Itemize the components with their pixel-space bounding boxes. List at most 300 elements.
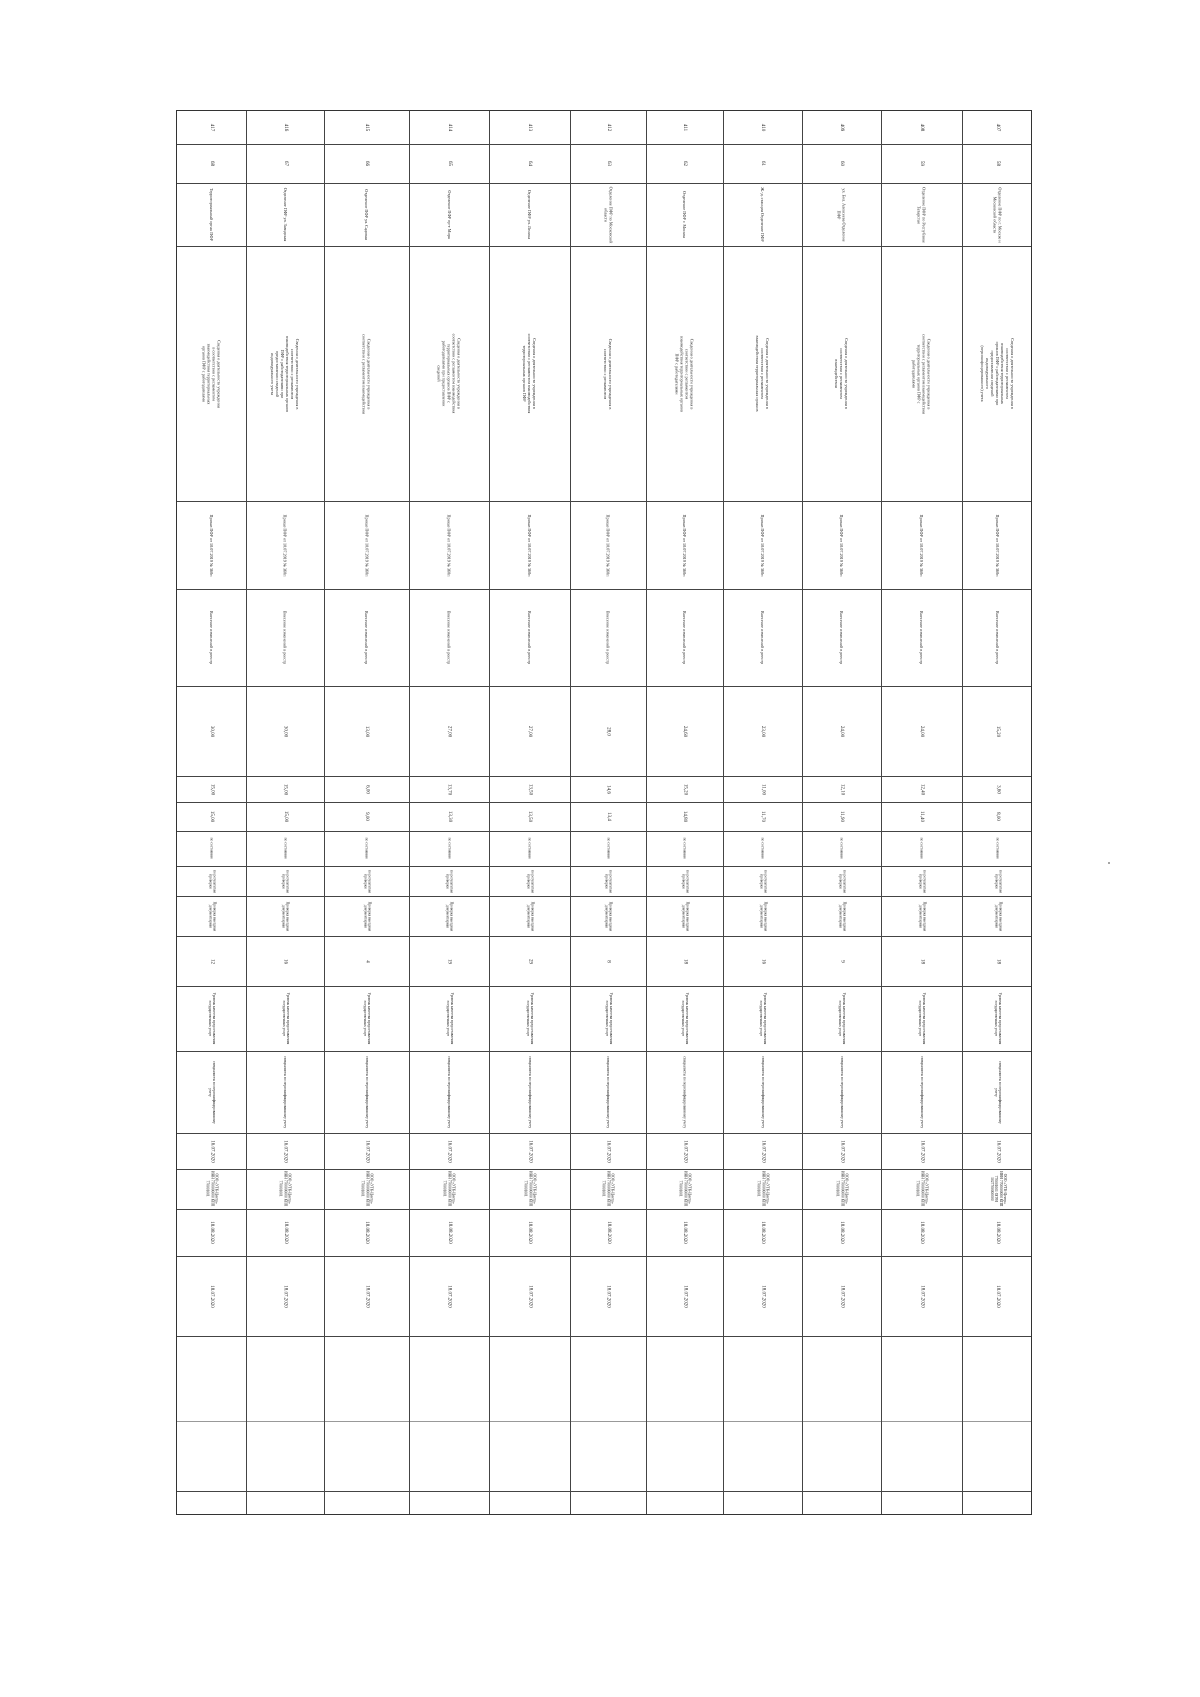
table-cell-s2 — [489, 866, 570, 896]
table-cell-basis — [646, 501, 723, 589]
table-cell-v1 — [962, 686, 1033, 776]
cell-text-s1: по состоянию — [919, 837, 924, 860]
table-cell-cnt — [409, 936, 489, 986]
table-cell-desc — [723, 986, 802, 1051]
cell-text-basis: Приказ ПФР от 10.07.2019 № 360п — [282, 514, 288, 576]
table-cell-date1 — [570, 1133, 646, 1169]
cell-text-cnt: 16 — [282, 958, 288, 964]
table-cell-s1 — [177, 831, 246, 866]
cell-text-date2: 18.08.2020 — [839, 1221, 844, 1244]
cell-text-num: 416 — [282, 123, 288, 132]
table-cell-note — [177, 589, 246, 686]
cell-text-cnt: 29 — [527, 958, 532, 964]
cell-text-date1: 16.07.2020 — [839, 1139, 844, 1163]
table-cell-date3 — [570, 1256, 646, 1336]
cell-text-s3: Проверка выездная документарная — [525, 901, 534, 931]
cell-text-resp: специалисты по персонифицированному учету — [682, 1056, 687, 1128]
table-cell-cnt — [881, 936, 962, 986]
rotated-register-table — [176, 110, 1032, 1515]
cell-text-date1: 16.07.2020 — [364, 1139, 369, 1163]
cell-text-resp: специалисты по персонифицированному учету — [606, 1056, 611, 1128]
cell-text-address: Сведения о деятельности учреждения в соответствии с регламентом взаимодействия территориальных органов ПФР с работодателями при предоставлении сведений индивидуального (персонифицированного) учета — [980, 338, 1015, 409]
cell-text-cnt: 16 — [760, 958, 765, 964]
table-cell-date1 — [802, 1133, 881, 1169]
cell-text-name: Отделение ПФР по Республике Татарстан — [916, 186, 927, 243]
table-cell-date1 — [881, 1133, 962, 1169]
table-cell-idx — [646, 144, 723, 183]
table-cell-idx — [489, 144, 570, 183]
cell-text-s1: по состоянию — [682, 837, 687, 860]
cell-text-name: Отделение ПФР по Московской области — [603, 186, 613, 243]
cell-text-basis: Приказ ПФР от 10.07.2019 № 360п — [446, 514, 452, 576]
table-cell-basis — [962, 501, 1033, 589]
table-cell-date1 — [723, 1133, 802, 1169]
table-cell-v2 — [802, 776, 881, 802]
table-cell-num — [802, 111, 881, 144]
cell-text-resp: специалисты по персонифицированному учету — [527, 1056, 532, 1128]
table-cell-idx — [324, 144, 409, 183]
table-cell-s3 — [962, 896, 1033, 936]
cell-text-date2: 18.08.2020 — [760, 1221, 765, 1244]
cell-text-address: Сведения о деятельности учреждения в соответствии с регламентом — [603, 338, 613, 409]
cell-text-desc: Уровень качества предоставления государственных услуг — [445, 992, 454, 1045]
table-cell-num — [962, 111, 1033, 144]
table-cell-address — [489, 246, 570, 501]
table-cell-s2 — [723, 866, 802, 896]
table-cell-date3 — [802, 1256, 881, 1336]
table-cell-resp — [409, 1051, 489, 1133]
cell-text-name: Ж.-д. станция Отделение ПФР — [760, 187, 765, 242]
cell-text-date1: 16.07.2020 — [282, 1139, 288, 1163]
cell-text-date2: 18.08.2020 — [527, 1221, 532, 1244]
cell-text-cnt: 18 — [919, 958, 924, 964]
table-cell-s2 — [962, 866, 1033, 896]
table-cell-idx — [246, 144, 324, 183]
table-cell-idx — [177, 144, 246, 183]
cell-text-basis: Приказ ПФР от 10.07.2019 № 360п — [527, 514, 532, 576]
cell-text-name: ул. Бол. Алексеева Отделение ПФР — [836, 187, 847, 242]
cell-text-note: Внесение изменений в реестр — [446, 610, 452, 665]
table-cell-v2 — [324, 776, 409, 802]
table-cell-desc — [802, 986, 881, 1051]
table-cell-v3 — [246, 802, 324, 831]
table-cell-name — [881, 183, 962, 246]
table-cell-s2 — [646, 866, 723, 896]
table-cell-desc — [962, 986, 1033, 1051]
table-cell-s3 — [324, 896, 409, 936]
table-cell-desc — [570, 986, 646, 1051]
table-cell-name — [723, 183, 802, 246]
cell-text-v2: 11,00 — [760, 783, 765, 795]
table-cell-desc — [409, 986, 489, 1051]
table-cell-v3 — [802, 802, 881, 831]
cell-text-org: ООО «УТК-Центр» ИНН 7700000000 КПП 770001001 — [360, 1171, 374, 1207]
table-cell-basis — [324, 501, 409, 589]
table-cell-v3 — [570, 802, 646, 831]
cell-text-v2: 6,00 — [364, 784, 369, 794]
table-cell-num — [177, 111, 246, 144]
table-cell-resp — [489, 1051, 570, 1133]
cell-text-v1: 23,00 — [760, 725, 765, 737]
table-cell-cnt — [489, 936, 570, 986]
table-cell-v2 — [723, 776, 802, 802]
cell-text-desc: Уровень качества предоставления государственных услуг — [207, 992, 216, 1045]
table-cell-basis — [881, 501, 962, 589]
table-cell-v3 — [723, 802, 802, 831]
table-cell-name — [246, 183, 324, 246]
cell-text-v1: 28,0 — [605, 726, 611, 736]
cell-text-num: 410 — [760, 123, 765, 132]
table-cell-num — [246, 111, 324, 144]
cell-text-v1: 15,20 — [995, 725, 1000, 737]
table-cell-s3 — [177, 896, 246, 936]
cell-text-s1: по состоянию — [839, 837, 844, 860]
cell-text-org: ООО «УТК-Центр» ИНН 7700000000 КПП 770001001 — [678, 1171, 692, 1207]
table-cell-note — [246, 589, 324, 686]
table-cell-num — [723, 111, 802, 144]
cell-text-address: Сведения о деятельности учреждения в соответствии с регламентом взаимодействия территориальных органов ПФР с работодателями — [911, 333, 932, 414]
table-cell-name — [646, 183, 723, 246]
table-cell-name — [324, 183, 409, 246]
table-cell-s1 — [570, 831, 646, 866]
table-cell-resp — [646, 1051, 723, 1133]
cell-text-name: Отделение ПФР г. Москва — [682, 191, 687, 238]
cell-text-idx: 68 — [209, 161, 214, 166]
cell-text-date1: 16.07.2020 — [995, 1139, 1000, 1163]
cell-text-v2: 15,20 — [682, 783, 687, 795]
cell-text-date2: 18.08.2020 — [682, 1221, 687, 1244]
cell-text-s2: по результатам проверки — [207, 869, 216, 893]
table-cell-s1 — [962, 831, 1033, 866]
table-cell-note — [646, 589, 723, 686]
cell-text-desc: Уровень качества предоставления государственных услуг — [281, 992, 290, 1045]
table-cell-s2 — [246, 866, 324, 896]
cell-text-org: ООО «УТК-Центр» ИНН 7700000000 КПП 770001001 — [601, 1171, 615, 1207]
table-cell-v1 — [489, 686, 570, 776]
table-cell-s1 — [881, 831, 962, 866]
cell-text-idx: 59 — [919, 161, 924, 166]
table-cell-idx — [881, 144, 962, 183]
table-cell-v1 — [646, 686, 723, 776]
table-cell-s1 — [723, 831, 802, 866]
cell-text-date3: 18.07.2020 — [839, 1284, 844, 1308]
cell-text-address: Сведения о деятельности учреждения в соответствии с регламентом взаимодействия территориальных органов ПФР с работодателями — [201, 339, 222, 408]
table-cell-date2 — [570, 1209, 646, 1256]
table-cell-resp — [802, 1051, 881, 1133]
cell-text-idx: 62 — [682, 161, 687, 166]
table-cell-v2 — [646, 776, 723, 802]
cell-text-s3: Проверка выездная документарная — [362, 901, 371, 931]
cell-text-v1: 27,00 — [446, 725, 452, 737]
cell-text-resp: специалисты по персонифицированному учету — [207, 1060, 216, 1124]
cell-text-s3: Проверка выездная документарная — [758, 901, 767, 931]
table-cell-s2 — [177, 866, 246, 896]
table-cell-note — [723, 589, 802, 686]
cell-text-s2: по результатам проверки — [680, 869, 689, 893]
table-cell-org — [177, 1169, 246, 1209]
table-cell-date3 — [177, 1256, 246, 1336]
table-cell-s3 — [489, 896, 570, 936]
cell-text-desc: Уровень качества предоставления государственных услуг — [362, 992, 371, 1045]
cell-text-s2: по результатам проверки — [281, 869, 290, 893]
cell-text-note: Внесение изменений в реестр — [282, 610, 288, 665]
cell-text-name: Территориальный орган ПФР — [209, 188, 214, 241]
table-cell-desc — [246, 986, 324, 1051]
cell-text-resp: специалисты по персонифицированному учету — [993, 1060, 1002, 1124]
cell-text-s1: по состоянию — [527, 837, 532, 860]
table-cell-org — [723, 1169, 802, 1209]
table-cell-address — [324, 246, 409, 501]
cell-text-cnt: 4 — [364, 959, 369, 963]
cell-text-s3: Проверка выездная документарная — [917, 901, 926, 931]
table-cell-address — [962, 246, 1033, 501]
table-cell-org — [646, 1169, 723, 1209]
cell-text-s2: по результатам проверки — [993, 869, 1002, 893]
cell-text-date2: 18.08.2020 — [919, 1221, 924, 1244]
table-cell-idx — [570, 144, 646, 183]
cell-text-s1: по состоянию — [995, 837, 1000, 860]
cell-text-basis: Приказ ПФР от 10.07.2019 № 360п — [209, 514, 214, 576]
table-cell-s2 — [409, 866, 489, 896]
table-cell-v3 — [962, 802, 1033, 831]
cell-text-date3: 18.07.2020 — [760, 1284, 765, 1308]
cell-text-v1: 24,00 — [839, 725, 844, 737]
table-cell-org — [881, 1169, 962, 1209]
cell-text-address: Сведения о деятельности учреждения в соответствии с регламентом взаимодействия — [834, 338, 849, 409]
cell-text-date1: 16.07.2020 — [760, 1139, 765, 1163]
table-cell-v3 — [409, 802, 489, 831]
cell-text-s2: по результатам проверки — [525, 869, 534, 893]
table-cell-s1 — [802, 831, 881, 866]
cell-text-v2: 15,00 — [209, 783, 214, 795]
cell-text-name: Отделение ПФР ул. Ленина — [527, 189, 532, 240]
cell-text-s2: по результатам проверки — [604, 869, 613, 893]
table-cell-cnt — [646, 936, 723, 986]
table-cell-date2 — [802, 1209, 881, 1256]
cell-text-note: Внесение изменений в реестр — [760, 610, 765, 665]
cell-text-idx: 60 — [839, 161, 844, 166]
cell-text-basis: Приказ ПФР от 10.07.2019 № 360п — [605, 514, 611, 576]
cell-text-s3: Проверка выездная документарная — [837, 901, 846, 931]
table-cell-org — [409, 1169, 489, 1209]
table-cell-date2 — [177, 1209, 246, 1256]
cell-text-v2: 13,70 — [446, 783, 452, 795]
cell-text-date2: 18.08.2020 — [209, 1221, 214, 1244]
cell-text-date1: 16.07.2020 — [209, 1139, 214, 1163]
table-cell-desc — [177, 986, 246, 1051]
table-cell-idx — [802, 144, 881, 183]
table-cell-date3 — [646, 1256, 723, 1336]
table-cell-note — [881, 589, 962, 686]
table-cell-cnt — [570, 936, 646, 986]
table-cell-s2 — [881, 866, 962, 896]
cell-text-date3: 18.07.2020 — [919, 1284, 924, 1308]
table-cell-v1 — [409, 686, 489, 776]
table-cell-date3 — [881, 1256, 962, 1336]
cell-text-s3: Проверка выездная документарная — [445, 901, 454, 931]
cell-text-resp: специалисты по персонифицированному учету — [760, 1056, 765, 1128]
cell-text-date2: 18.08.2020 — [446, 1221, 452, 1244]
cell-text-s3: Проверка выездная документарная — [281, 901, 290, 931]
table-cell-name — [177, 183, 246, 246]
cell-text-note: Внесение изменений в реестр — [919, 610, 924, 665]
cell-text-note: Внесение изменений в реестр — [839, 610, 844, 665]
cell-text-desc: Уровень качества предоставления государственных услуг — [917, 992, 926, 1045]
table-cell-s2 — [570, 866, 646, 896]
cell-text-cnt: 9 — [839, 959, 844, 963]
table-cell-date2 — [646, 1209, 723, 1256]
cell-text-v1: 30,00 — [282, 725, 288, 737]
cell-text-date1: 16.07.2020 — [527, 1139, 532, 1163]
table-cell-basis — [409, 501, 489, 589]
table-cell-resp — [177, 1051, 246, 1133]
table-cell-num — [646, 111, 723, 144]
table-cell-idx — [723, 144, 802, 183]
cell-text-idx: 66 — [364, 161, 369, 166]
table-cell-date2 — [489, 1209, 570, 1256]
table-cell-v1 — [246, 686, 324, 776]
cell-text-org: ООО «УТК-Центр» ИНН 7700000000 КПП 770001001 — [205, 1171, 219, 1207]
cell-text-s1: по состоянию — [606, 837, 611, 860]
table-cell-address — [881, 246, 962, 501]
cell-text-s2: по результатам проверки — [917, 869, 926, 893]
table-cell-idx — [409, 144, 489, 183]
cell-text-desc: Уровень качества предоставления государственных услуг — [758, 992, 767, 1045]
table-cell-date1 — [646, 1133, 723, 1169]
table-cell-basis — [802, 501, 881, 589]
cell-text-num: 414 — [446, 123, 452, 132]
cell-text-date3: 18.07.2020 — [209, 1284, 214, 1308]
cell-text-org: ООО «УТК-Центр» ИНН 7700000000 КПП 770001001 ОГРН 1027700000000 — [989, 1171, 1007, 1207]
table-cell-basis — [723, 501, 802, 589]
cell-text-cnt: 12 — [209, 958, 214, 964]
table-cell-v1 — [570, 686, 646, 776]
cell-text-num: 417 — [209, 123, 214, 132]
table-cell-resp — [962, 1051, 1033, 1133]
cell-text-num: 407 — [995, 123, 1000, 132]
table-cell-s3 — [409, 896, 489, 936]
cell-text-s1: по состоянию — [364, 837, 369, 860]
table-cell-cnt — [723, 936, 802, 986]
cell-text-date3: 18.07.2020 — [527, 1284, 532, 1308]
cell-text-basis: Приказ ПФР от 10.07.2019 № 360п — [839, 514, 844, 576]
cell-text-date2: 18.08.2020 — [995, 1221, 1000, 1244]
table-cell-v2 — [246, 776, 324, 802]
table-cell-num — [409, 111, 489, 144]
table-cell-date3 — [723, 1256, 802, 1336]
table-cell-v1 — [802, 686, 881, 776]
cell-text-resp: специалисты по персонифицированному учету — [839, 1056, 844, 1128]
cell-text-date2: 18.08.2020 — [282, 1221, 288, 1244]
cell-text-org: ООО «УТК-Центр» ИНН 7700000000 КПП 770001001 — [915, 1171, 929, 1207]
cell-text-v3: 15,00 — [282, 810, 288, 823]
cell-text-address: Сведения о деятельности учреждения в соответствии с регламентом взаимодействия территориальных органов — [755, 335, 770, 412]
table-cell-v2 — [962, 776, 1033, 802]
table-cell-s3 — [570, 896, 646, 936]
table-cell-num — [881, 111, 962, 144]
table-cell-org — [246, 1169, 324, 1209]
table-cell-basis — [489, 501, 570, 589]
table-cell-name — [802, 183, 881, 246]
table-cell-s2 — [324, 866, 409, 896]
table-cell-num — [324, 111, 409, 144]
table-cell-desc — [324, 986, 409, 1051]
table-cell-v3 — [881, 802, 962, 831]
cell-text-v1: 24,60 — [682, 725, 687, 737]
table-cell-basis — [246, 501, 324, 589]
table-cell-resp — [881, 1051, 962, 1133]
cell-text-desc: Уровень качества предоставления государственных услуг — [680, 992, 689, 1045]
cell-text-date3: 18.07.2020 — [682, 1284, 687, 1308]
cell-text-resp: специалисты по персонифицированному учету — [283, 1056, 288, 1128]
cell-text-v3: 13,50 — [527, 810, 532, 823]
cell-text-date1: 16.07.2020 — [682, 1139, 687, 1163]
cell-text-s2: по результатам проверки — [758, 869, 767, 893]
cell-text-v2: 13,50 — [527, 783, 532, 795]
table-cell-note — [324, 589, 409, 686]
cell-text-idx: 64 — [527, 161, 532, 166]
table-cell-name — [570, 183, 646, 246]
cell-text-s1: по состоянию — [209, 837, 214, 860]
cell-text-name: Отделение ПФР пр-т Мира — [446, 190, 452, 239]
table-cell-resp — [570, 1051, 646, 1133]
cell-text-s3: Проверка выездная документарная — [993, 901, 1002, 931]
cell-text-date1: 16.07.2020 — [605, 1139, 611, 1163]
table-cell-s3 — [646, 896, 723, 936]
table-cell-s1 — [646, 831, 723, 866]
table-cell-s3 — [881, 896, 962, 936]
table-cell-note — [570, 589, 646, 686]
table-cell-date2 — [962, 1209, 1033, 1256]
cell-text-desc: Уровень качества предоставления государственных услуг — [837, 992, 846, 1045]
table-cell-basis — [177, 501, 246, 589]
cell-text-basis: Приказ ПФР от 10.07.2019 № 360п — [682, 514, 687, 576]
cell-text-num: 412 — [605, 123, 611, 132]
cell-text-idx: 65 — [446, 161, 452, 166]
cell-text-cnt: 18 — [682, 958, 687, 964]
cell-text-date1: 16.07.2020 — [919, 1139, 924, 1163]
table-cell-resp — [324, 1051, 409, 1133]
table-cell-date1 — [177, 1133, 246, 1169]
cell-text-basis: Приказ ПФР от 10.07.2019 № 360п — [364, 514, 369, 576]
table-cell-cnt — [802, 936, 881, 986]
table-cell-date1 — [246, 1133, 324, 1169]
table-cell-s1 — [324, 831, 409, 866]
cell-text-basis: Приказ ПФР от 10.07.2019 № 360п — [760, 514, 765, 576]
cell-text-address: Сведения о деятельности учреждения в соответствии с регламентом взаимодействия — [361, 333, 372, 414]
table-cell-address — [409, 246, 489, 501]
cell-text-org: ООО «УТК-Центр» ИНН 7700000000 КПП 770001001 — [756, 1171, 770, 1207]
table-cell-address — [177, 246, 246, 501]
cell-text-idx: 63 — [605, 161, 611, 166]
cell-text-idx: 61 — [760, 161, 765, 166]
table-cell-date1 — [962, 1133, 1033, 1169]
cell-text-v3: 13,4 — [605, 812, 611, 821]
table-cell-s1 — [246, 831, 324, 866]
cell-text-num: 411 — [682, 123, 687, 132]
table-cell-name — [409, 183, 489, 246]
cell-text-v2: 15,00 — [282, 783, 288, 795]
table-cell-v3 — [324, 802, 409, 831]
table-cell-v2 — [570, 776, 646, 802]
cell-text-org: ООО «УТК-Центр» ИНН 7700000000 КПП 770001001 — [523, 1171, 537, 1207]
cell-text-v3: 9,00 — [364, 812, 369, 821]
cell-text-date3: 18.07.2020 — [364, 1284, 369, 1308]
table-cell-date1 — [324, 1133, 409, 1169]
cell-text-v2: 14,6 — [605, 784, 611, 794]
cell-text-date3: 18.07.2020 — [995, 1284, 1000, 1308]
table-cell-s1 — [409, 831, 489, 866]
